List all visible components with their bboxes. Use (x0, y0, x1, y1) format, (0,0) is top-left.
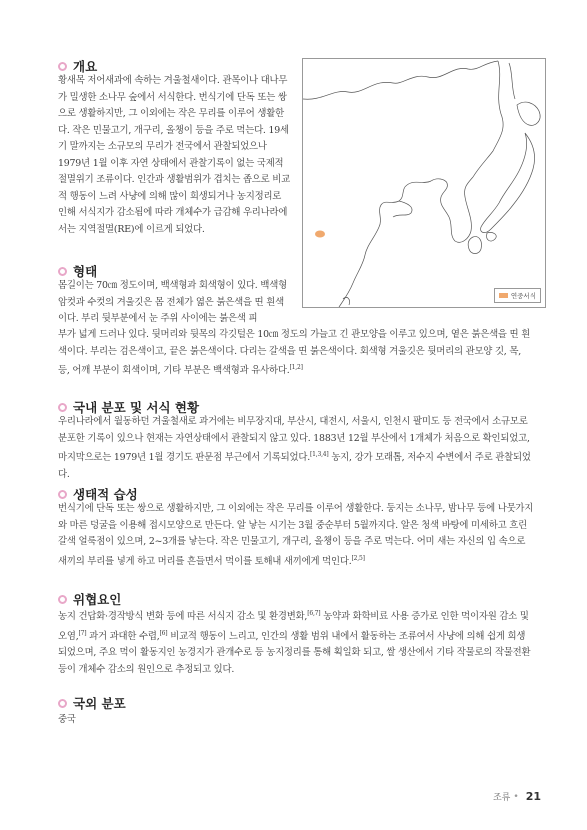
bullet-icon (58, 62, 67, 71)
section-title-threats: 위협요인 (58, 590, 121, 608)
section-title-domestic: 국내 분포 및 서식 현황 (58, 398, 199, 416)
morphology-paragraph-narrow: 몸길이는 70㎝ 정도이며, 백색형과 회색형이 있다. 백색형 암컷과 수컷의 겨울깃은 몸 전체가 엷은 붉은색을 띤 흰색이다. 부리 뒷부분에서 눈 주위 사이에는 붉은색 피 (58, 280, 287, 324)
page-footer (493, 790, 541, 803)
footer-category: 조류 (492, 793, 511, 803)
footer-separator: • (513, 791, 519, 802)
section-title-morphology: 형태 (58, 262, 97, 280)
overview-paragraph: 황새목 저어새과에 속하는 겨울철새이다. 관목이나 대나무가 밀생한 소나무 숲에서 서식한다. 번식기에 단독 또는 쌍으로 생활하지만, 그 이외에는 작은 무리를 이루어 생활한다. 작은 민물고기, 개구리, 올챙이 등을 주로 먹는다. 19세기 말까지는 소규모의 무리가 전국에서 관찰되었으나 1979년 1월 이후 자연 상태에서 관찰기록이 없는 국제적 절멸위기 조류이다. 인간과 생활범위가 겹치는 좁으로 비교적 행동이 느려 사냥에 의해 많이 희생되거나 농지정리로 인해 서식지가 감소됨에 따라 개체수가 급감해 우리나라에서는 지역절멸(RE)에 이르게 되었다. (58, 75, 291, 235)
section-title-ecology: 생태적 습성 (58, 485, 138, 503)
threats-paragraph: 농지 건답화·경작방식 변화 등에 따른 서식지 감소 및 환경변화,[6,7] 농약과 화학비료 사용 증가로 인한 먹이자원 감소 및 오염,[7] 과거 과대한 수렵,[6] 비교적 행동이 느리고, 인간의 생활 범위 내에서 활동하는 조류여서 사냥에 의해 쉽게 희생되었으며, 주요 먹이 활동지인 농경지가 관개수로 등 농지정리를 통해 획일화 되고, 쌀 생산에서 기타 작물로의 작물전환 등이 개체수 감소의 원인으로 추정되고 있다. (58, 610, 531, 675)
bullet-icon (58, 699, 67, 708)
foreign-paragraph: 중국 (58, 714, 76, 725)
bullet-icon (58, 267, 67, 276)
morphology-paragraph-wide: 부가 넓게 드러나 있다. 뒷머리와 뒷목의 각깃털은 10㎝ 정도의 가늘고 긴 관모양을 이루고 있으며, 옅은 붉은색을 띤 흰색이다. 부리는 검은색이고, 끝은 붉은색이다. 다리는 갈색을 띤 붉은색이다. 회색형 겨울깃은 뒷머리의 관모양 깃, 목, 등, 어깨 부분이 회색이며, 기타 부분은 백색형과 유사하다.[1,2] (58, 329, 531, 377)
bullet-icon (58, 595, 67, 604)
domestic-paragraph: 우리나라에서 월동하던 겨울철새로 과거에는 비무장지대, 부산시, 대전시, 서울시, 인천시 팔미도 등 전국에서 소규모로 분포한 기록이 있으나 현재는 자연상태에서 관찰되지 않고 있다. 1883년 12월 부산에서 1개체가 처음으로 확인되었고, 마지막으로는 1979년 1월 경기도 판문점 부근에서 기록되었다.[1,3,4] 농지, 강가 모래톱, 저수지 수변에서 주로 관찰되었다. (58, 416, 531, 480)
page-number: 21 (525, 790, 541, 803)
bullet-icon (58, 403, 67, 412)
map-legend: 연중서식 (494, 288, 541, 303)
section-title-foreign: 국외 분포 (58, 694, 126, 712)
ecology-paragraph: 번식기에 단독 또는 쌍으로 생활하지만, 그 이외에는 작은 무리를 이루어 생활한다. 둥지는 소나무, 밤나무 등에 나뭇가지와 마른 덩굴을 이용해 접시모양으로 만든다. 알 낳는 시기는 3월 중순부터 5월까지다. 알은 청색 바탕에 미세하고 흐린 갈색 얼룩점이 있으며, 2~3개를 낳는다. 작은 민물고기, 개구리, 올챙이 등을 주로 먹는다. 어미 새는 자신의 입 속으로 새끼의 부리를 넣게 하고 머리를 흔들면서 먹이를 토해내 새끼에게 먹인다.[2,5] (58, 503, 534, 567)
legend-swatch (499, 293, 508, 298)
section-title-overview: 개요 (58, 57, 97, 75)
map-outline (303, 59, 545, 307)
range-marker (315, 231, 325, 238)
bullet-icon (58, 490, 67, 499)
distribution-map (302, 58, 546, 308)
